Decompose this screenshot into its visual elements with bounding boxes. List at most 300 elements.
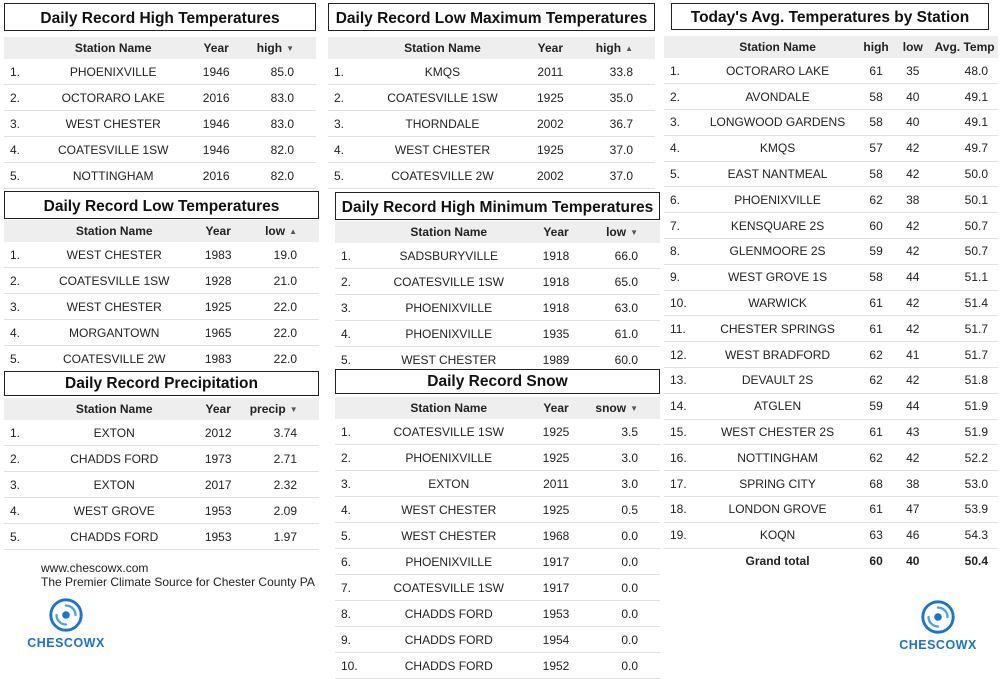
sort-arrow-icon[interactable]: ▲: [625, 44, 633, 53]
row-year: 1946: [185, 59, 247, 85]
row-rank: 16.: [664, 445, 697, 471]
row-low: 44: [894, 264, 931, 290]
table-row: [4, 524, 319, 550]
table-row: [335, 575, 660, 601]
panel-title: Daily Record Precipitation: [4, 371, 319, 396]
row-value: 1.97: [250, 524, 319, 550]
row-avg: 50.7: [931, 213, 998, 239]
row-station: WEST CHESTER: [42, 294, 187, 320]
row-station: SADSBURYVILLE: [374, 243, 524, 269]
table-row: [335, 653, 660, 679]
row-station: COATESVILLE 1SW: [42, 268, 187, 294]
row-avg: 54.3: [931, 522, 998, 548]
row-high: 58: [858, 110, 895, 136]
row-station: EXTON: [42, 472, 187, 498]
chescowx-logo-right: [898, 598, 978, 652]
row-year: 1925: [187, 294, 250, 320]
grand-total-row: [664, 548, 998, 573]
row-avg: 51.4: [931, 290, 998, 316]
col-station-header[interactable]: Station Name: [374, 221, 524, 243]
row-high: 61: [858, 290, 895, 316]
row-year: 1928: [187, 268, 250, 294]
col-value-header[interactable]: [583, 37, 655, 59]
row-station: MORGANTOWN: [42, 320, 187, 346]
col-year-header[interactable]: Year: [187, 398, 250, 420]
col-year-header[interactable]: Year: [524, 221, 589, 243]
table-row: [4, 242, 319, 268]
table-row: [335, 549, 660, 575]
table-row: [664, 368, 998, 394]
col-station-header[interactable]: Station Name: [374, 397, 524, 419]
sort-arrow-icon[interactable]: ▲: [289, 227, 297, 236]
row-station: ATGLEN: [697, 393, 857, 419]
row-year: 1953: [524, 601, 589, 627]
row-rank: 1.: [335, 419, 374, 445]
row-rank: 3.: [335, 295, 374, 321]
table-row: [4, 85, 316, 111]
panel-record-low-max: [328, 3, 655, 189]
row-rank: 1.: [664, 58, 697, 84]
table-row: [328, 163, 655, 189]
site-tagline: The Premier Climate Source for Chester County PA: [41, 575, 315, 589]
row-value: 3.74: [250, 420, 319, 446]
row-high: 58: [858, 161, 895, 187]
table-header-row: [4, 37, 316, 59]
row-value: 22.0: [250, 320, 319, 346]
row-station: WEST CHESTER 2S: [697, 419, 857, 445]
row-year: 2012: [187, 420, 250, 446]
row-rank: 4.: [335, 497, 374, 523]
col-station-header[interactable]: Station Name: [697, 36, 857, 58]
row-low: 40: [894, 84, 931, 110]
row-high: 68: [858, 471, 895, 497]
table-row: [328, 137, 655, 163]
row-year: 1925: [518, 85, 583, 111]
row-value: 3.0: [589, 445, 661, 471]
row-rank: 3.: [4, 472, 42, 498]
row-rank: 3.: [4, 294, 42, 320]
panel-record-high: [4, 3, 316, 189]
row-rank: 1.: [4, 242, 42, 268]
row-year: 1917: [524, 549, 589, 575]
table-row: [664, 213, 998, 239]
row-avg: 51.8: [931, 368, 998, 394]
table-row: [328, 59, 655, 85]
col-year-header[interactable]: Year: [187, 220, 250, 242]
row-station: CHADDS FORD: [42, 524, 187, 550]
row-high: 58: [858, 264, 895, 290]
col-station-header[interactable]: Station Name: [367, 37, 517, 59]
row-rank: 10.: [664, 290, 697, 316]
row-value: 66.0: [589, 243, 661, 269]
row-avg: 51.1: [931, 264, 998, 290]
row-rank: 7.: [664, 213, 697, 239]
row-station: NOTTINGHAM: [41, 163, 185, 189]
table-row: [664, 445, 998, 471]
table-row: [664, 110, 998, 136]
col-year-header[interactable]: Year: [185, 37, 247, 59]
table-header-row: [328, 37, 655, 59]
record-table: [4, 37, 316, 189]
row-station: KENSQUARE 2S: [697, 213, 857, 239]
row-low: 42: [894, 239, 931, 265]
row-rank: 8.: [335, 601, 374, 627]
row-station: PHOENIXVILLE: [41, 59, 185, 85]
table-row: [664, 58, 998, 84]
row-station: COATESVILLE 1SW: [374, 269, 524, 295]
row-rank: 12.: [664, 342, 697, 368]
row-rank: 7.: [335, 575, 374, 601]
sort-arrow-icon[interactable]: ▼: [630, 404, 638, 413]
col-avg-header[interactable]: Avg. Temp: [931, 36, 998, 58]
row-low: 38: [894, 187, 931, 213]
row-value: 36.7: [583, 111, 655, 137]
row-low: 46: [894, 522, 931, 548]
row-rank: 10.: [335, 653, 374, 679]
row-rank: 5.: [335, 523, 374, 549]
row-value: 2.32: [250, 472, 319, 498]
table-row: [4, 59, 316, 85]
row-station: PHOENIXVILLE: [697, 187, 857, 213]
row-value: 0.0: [589, 549, 661, 575]
record-table: [328, 37, 655, 189]
row-year: 2016: [185, 163, 247, 189]
row-avg: 50.1: [931, 187, 998, 213]
row-avg: 52.2: [931, 445, 998, 471]
table-row: [328, 85, 655, 111]
row-value: 22.0: [250, 294, 319, 320]
row-rank: 3.: [4, 111, 41, 137]
row-year: 1954: [524, 627, 589, 653]
row-station: DEVAULT 2S: [697, 368, 857, 394]
row-high: 62: [858, 445, 895, 471]
row-low: 40: [894, 110, 931, 136]
row-station: KMQS: [367, 59, 517, 85]
row-value: 82.0: [247, 137, 316, 163]
row-station: LONDON GROVE: [697, 497, 857, 523]
table-row: [664, 497, 998, 523]
row-rank: 5.: [4, 163, 41, 189]
row-rank: 3.: [664, 110, 697, 136]
row-high: 60: [858, 213, 895, 239]
table-row: [4, 420, 319, 446]
col-value-header[interactable]: [247, 37, 316, 59]
row-value: 3.0: [589, 471, 661, 497]
table-row: [664, 290, 998, 316]
avg-table: [664, 36, 998, 573]
row-station: LONGWOOD GARDENS: [697, 110, 857, 136]
table-row: [4, 446, 319, 472]
col-low-header[interactable]: low: [894, 36, 931, 58]
row-high: 58: [858, 84, 895, 110]
row-year: 2011: [524, 471, 589, 497]
table-row: [4, 320, 319, 346]
row-station: WEST CHESTER: [374, 497, 524, 523]
row-station: COATESVILLE 1SW: [374, 575, 524, 601]
row-station: WEST CHESTER: [42, 242, 187, 268]
col-value-label: snow: [595, 401, 627, 415]
row-avg: 51.7: [931, 316, 998, 342]
row-low: 42: [894, 445, 931, 471]
panel-title: Today's Avg. Temperatures by Station: [671, 3, 989, 30]
row-value: 2.09: [250, 498, 319, 524]
row-value: 33.8: [583, 59, 655, 85]
col-station-header[interactable]: Station Name: [42, 398, 187, 420]
row-low: 42: [894, 213, 931, 239]
record-table: [335, 397, 660, 679]
grand-total-avg: 50.4: [964, 554, 988, 569]
row-year: 1973: [187, 446, 250, 472]
row-station: EXTON: [42, 420, 187, 446]
row-year: 1946: [185, 137, 247, 163]
row-low: 43: [894, 419, 931, 445]
row-high: 59: [858, 393, 895, 419]
row-value: 83.0: [247, 111, 316, 137]
row-station: COATESVILLE 1SW: [374, 419, 524, 445]
row-value: 65.0: [589, 269, 661, 295]
swirl-logo-icon: [47, 596, 85, 634]
row-station: WEST GROVE: [42, 498, 187, 524]
row-avg: 49.7: [931, 135, 998, 161]
table-header-row: [335, 397, 660, 419]
table-row: [4, 137, 316, 163]
row-year: 1983: [187, 242, 250, 268]
row-value: 35.0: [583, 85, 655, 111]
row-low: 38: [894, 471, 931, 497]
row-value: 0.0: [589, 601, 661, 627]
row-rank: 2.: [328, 85, 367, 111]
row-high: 61: [858, 58, 895, 84]
table-row: [664, 187, 998, 213]
row-station: CHADDS FORD: [374, 627, 524, 653]
row-rank: 5.: [4, 524, 42, 550]
row-rank: 8.: [664, 239, 697, 265]
row-station: COATESVILLE 1SW: [367, 85, 517, 111]
table-row: [4, 472, 319, 498]
row-station: KOQN: [697, 522, 857, 548]
row-value: 0.5: [589, 497, 661, 523]
row-year: 1918: [524, 269, 589, 295]
row-rank: 6.: [664, 187, 697, 213]
table-row: [335, 471, 660, 497]
row-station: EXTON: [374, 471, 524, 497]
row-avg: 50.0: [931, 161, 998, 187]
row-value: 37.0: [583, 137, 655, 163]
table-row: [664, 264, 998, 290]
row-rank: 2.: [4, 446, 42, 472]
table-row: [664, 393, 998, 419]
table-row: [335, 627, 660, 653]
row-year: 1953: [187, 498, 250, 524]
row-station: COATESVILLE 2W: [42, 346, 187, 372]
panel-record-low: [4, 191, 319, 372]
row-rank: 5.: [335, 347, 374, 373]
panel-title: Daily Record High Temperatures: [4, 3, 316, 31]
row-avg: 53.0: [931, 471, 998, 497]
table-row: [335, 445, 660, 471]
panel-title: Daily Record High Minimum Temperatures: [335, 192, 660, 220]
table-row: [664, 161, 998, 187]
table-row: [335, 321, 660, 347]
row-station: NOTTINGHAM: [697, 445, 857, 471]
record-table: [4, 398, 319, 550]
row-station: WEST GROVE 1S: [697, 264, 857, 290]
row-value: 0.0: [589, 523, 661, 549]
table-row: [4, 163, 316, 189]
table-row: [4, 268, 319, 294]
row-station: OCTORARO LAKE: [41, 85, 185, 111]
row-high: 62: [858, 368, 895, 394]
row-rank: 1.: [335, 243, 374, 269]
col-value-header[interactable]: [250, 220, 319, 242]
row-value: 85.0: [247, 59, 316, 85]
row-avg: 51.7: [931, 342, 998, 368]
row-station: WEST CHESTER: [367, 137, 517, 163]
row-high: 61: [858, 497, 895, 523]
table-row: [664, 471, 998, 497]
row-station: CHESTER SPRINGS: [697, 316, 857, 342]
row-rank: 11.: [664, 316, 697, 342]
row-rank: 2.: [335, 445, 374, 471]
row-rank: 1.: [328, 59, 367, 85]
table-row: [664, 522, 998, 548]
row-rank: 1.: [4, 420, 42, 446]
table-row: [335, 269, 660, 295]
col-value-header[interactable]: [250, 398, 319, 420]
grand-total-label: Grand total: [745, 554, 810, 569]
col-high-header[interactable]: high: [858, 36, 895, 58]
row-rank: 1.: [4, 59, 41, 85]
table-row: [4, 294, 319, 320]
row-year: 2011: [518, 59, 583, 85]
row-rank: 2.: [335, 269, 374, 295]
row-rank: 2.: [4, 268, 42, 294]
table-row: [4, 498, 319, 524]
row-station: WEST CHESTER: [374, 523, 524, 549]
row-value: 3.5: [589, 419, 661, 445]
row-station: PHOENIXVILLE: [374, 321, 524, 347]
col-value-header[interactable]: [589, 221, 661, 243]
row-year: 1935: [524, 321, 589, 347]
row-station: WEST CHESTER: [374, 347, 524, 373]
row-rank: 4.: [4, 137, 41, 163]
row-low: 42: [894, 290, 931, 316]
row-station: KMQS: [697, 135, 857, 161]
row-year: 1952: [524, 653, 589, 679]
grand-total-high: 60: [869, 554, 883, 569]
row-value: 82.0: [247, 163, 316, 189]
col-station-header[interactable]: Station Name: [42, 220, 187, 242]
row-value: 63.0: [589, 295, 661, 321]
table-row: [335, 419, 660, 445]
row-rank: 5.: [664, 161, 697, 187]
row-year: 1968: [524, 523, 589, 549]
row-station: SPRING CITY: [697, 471, 857, 497]
row-station: CHADDS FORD: [374, 653, 524, 679]
col-value-header[interactable]: [589, 397, 661, 419]
table-row: [335, 497, 660, 523]
site-url[interactable]: www.chescowx.com: [41, 561, 149, 575]
row-year: 1917: [524, 575, 589, 601]
table-row: [335, 295, 660, 321]
row-rank: 2.: [664, 84, 697, 110]
row-year: 1946: [185, 111, 247, 137]
row-year: 1925: [524, 419, 589, 445]
row-year: 1989: [524, 347, 589, 373]
row-year: 1925: [524, 497, 589, 523]
row-rank: 4.: [4, 498, 42, 524]
row-station: WEST CHESTER: [41, 111, 185, 137]
row-rank: 9.: [335, 627, 374, 653]
row-rank: 18.: [664, 497, 697, 523]
row-rank: 17.: [664, 471, 697, 497]
row-rank: 4.: [664, 135, 697, 161]
row-station: THORNDALE: [367, 111, 517, 137]
row-high: 61: [858, 316, 895, 342]
row-low: 44: [894, 393, 931, 419]
panel-title: Daily Record Snow: [335, 369, 660, 394]
row-low: 42: [894, 135, 931, 161]
row-year: 1918: [524, 295, 589, 321]
table-header-row: [664, 36, 998, 58]
table-row: [664, 239, 998, 265]
row-rank: 15.: [664, 419, 697, 445]
row-high: 62: [858, 187, 895, 213]
col-value-label: low: [265, 224, 286, 238]
col-year-header[interactable]: Year: [518, 37, 583, 59]
row-avg: 53.9: [931, 497, 998, 523]
row-station: GLENMOORE 2S: [697, 239, 857, 265]
row-station: OCTORARO LAKE: [697, 58, 857, 84]
logo-text: CHESCOWX: [899, 638, 977, 652]
row-station: CHADDS FORD: [374, 601, 524, 627]
row-station: COATESVILLE 1SW: [41, 137, 185, 163]
row-rank: 9.: [664, 264, 697, 290]
row-avg: 49.1: [931, 84, 998, 110]
row-rank: 3.: [335, 471, 374, 497]
col-year-header[interactable]: Year: [524, 397, 589, 419]
table-row: [4, 111, 316, 137]
row-rank: 14.: [664, 393, 697, 419]
panel-title: Daily Record Low Temperatures: [4, 191, 319, 219]
row-station: PHOENIXVILLE: [374, 445, 524, 471]
row-value: 2.71: [250, 446, 319, 472]
row-station: AVONDALE: [697, 84, 857, 110]
row-station: PHOENIXVILLE: [374, 549, 524, 575]
col-station-header[interactable]: Station Name: [41, 37, 185, 59]
row-year: 1965: [187, 320, 250, 346]
row-rank: 4.: [328, 137, 367, 163]
record-table: [4, 220, 319, 372]
logo-text: CHESCOWX: [27, 636, 105, 650]
panel-record-precip: [4, 371, 319, 550]
sort-arrow-icon[interactable]: ▼: [630, 228, 638, 237]
row-year: 1983: [187, 346, 250, 372]
row-low: 47: [894, 497, 931, 523]
row-rank: 3.: [328, 111, 367, 137]
panel-avg-temps: [664, 3, 998, 573]
row-year: 1925: [518, 137, 583, 163]
table-row: [664, 84, 998, 110]
row-station: CHADDS FORD: [42, 446, 187, 472]
row-value: 0.0: [589, 575, 661, 601]
table-header-row: [4, 398, 319, 420]
row-value: 0.0: [589, 653, 661, 679]
sort-arrow-icon[interactable]: ▼: [289, 405, 298, 414]
row-year: 1953: [187, 524, 250, 550]
sort-arrow-icon[interactable]: ▼: [286, 44, 294, 53]
row-rank: 5.: [4, 346, 42, 372]
